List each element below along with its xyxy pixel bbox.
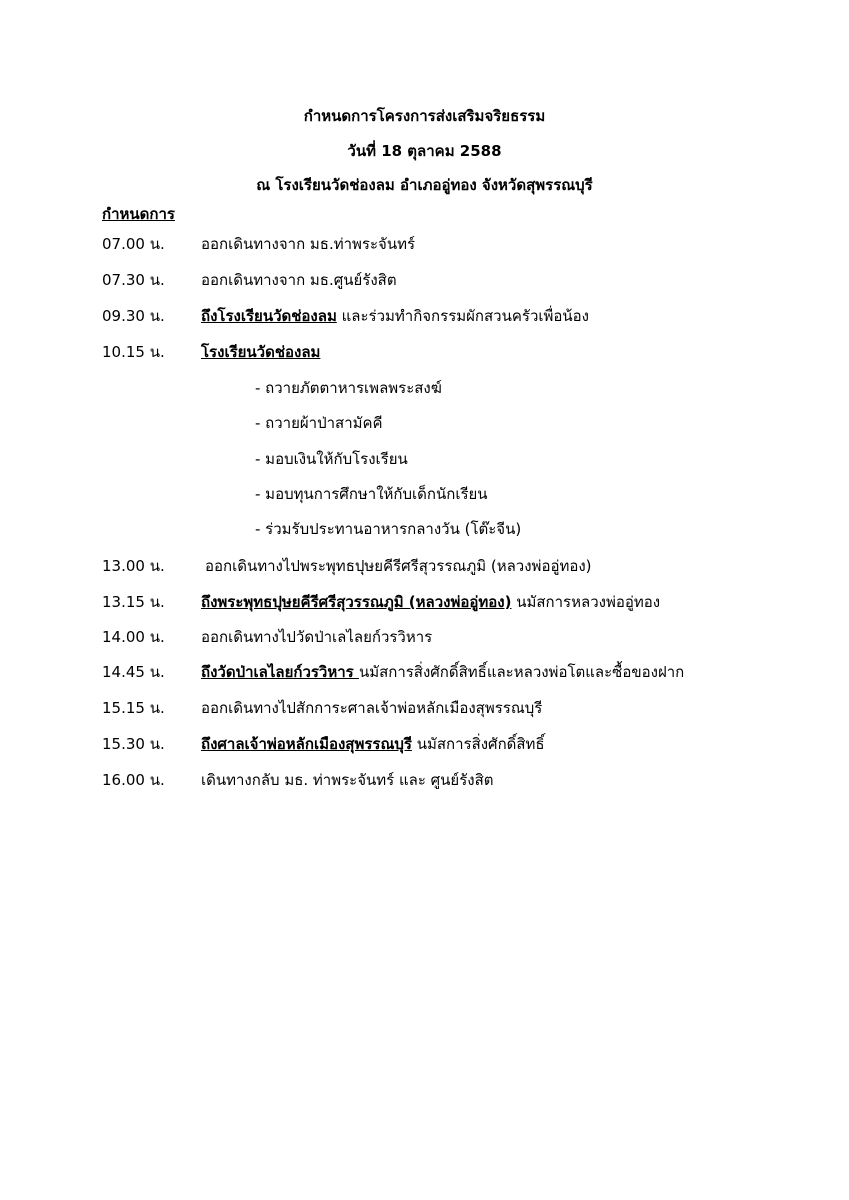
activity-item: - ร่วมรับประทานอาหารกลางวัน (โต๊ะจีน) bbox=[255, 520, 522, 538]
schedule-time: 14.45 น. bbox=[102, 663, 165, 681]
schedule-description bbox=[205, 555, 592, 577]
schedule-text: ออกเดินทางไปวัดป่าเลไลยก์วรวิหาร bbox=[201, 628, 433, 646]
schedule-description bbox=[201, 697, 542, 719]
schedule-text: นมัสการหลวงพ่ออู่ทอง bbox=[511, 593, 661, 611]
schedule-description bbox=[201, 769, 494, 791]
schedule-text: นมัสการสิ่งศักดิ์สิทธิ์ bbox=[411, 735, 545, 753]
activity-item: - ถวายผ้าป่าสามัคคี bbox=[255, 414, 383, 432]
schedule-text: ออกเดินทางจาก มธ.ศูนย์รังสิต bbox=[201, 271, 397, 289]
schedule-time: 10.15 น. bbox=[102, 343, 165, 361]
schedule-time: 09.30 น. bbox=[102, 307, 165, 325]
schedule-row bbox=[0, 769, 849, 791]
schedule-description bbox=[201, 233, 415, 255]
schedule-row bbox=[0, 697, 849, 719]
schedule-row bbox=[0, 341, 849, 363]
schedule-time: 14.00 น. bbox=[102, 628, 165, 646]
schedule-text: เดินทางกลับ มธ. ท่าพระจันทร์ และ ศูนย์รังสิต bbox=[201, 771, 494, 789]
schedule-text: ออกเดินทางไปสักการะศาลเจ้าพ่อหลักเมืองสุพรรณบุรี bbox=[201, 699, 543, 717]
schedule-time: 15.15 น. bbox=[102, 699, 165, 717]
schedule-description bbox=[201, 733, 545, 755]
schedule-description bbox=[201, 591, 660, 613]
schedule-time: 13.15 น. bbox=[102, 593, 165, 611]
schedule-time: 15.30 น. bbox=[102, 735, 165, 753]
schedule-row bbox=[0, 305, 849, 327]
activity-item: - มอบทุนการศึกษาให้กับเด็กนักเรียน bbox=[255, 485, 488, 503]
schedule-time: 16.00 น. bbox=[102, 771, 165, 789]
schedule-place: ถึงศาลเจ้าพ่อหลักเมืองสุพรรณบุรี bbox=[201, 735, 412, 753]
schedule-description bbox=[201, 661, 684, 683]
activity-item: - ถวายภัตตาหารเพลพระสงฆ์ bbox=[255, 379, 442, 397]
event-date: วันที่ 18 ตุลาคม 2588 bbox=[347, 142, 502, 160]
schedule-time: 07.00 น. bbox=[102, 235, 165, 253]
schedule-time: 07.30 น. bbox=[102, 271, 165, 289]
document-title: กำหนดการโครงการส่งเสริมจริยธรรม bbox=[303, 107, 546, 125]
schedule-place: ถึงพระพุทธปุษยคีรีศรีสุวรรณภูมิ (หลวงพ่ออู่ทอง) bbox=[201, 593, 512, 611]
schedule-description bbox=[201, 341, 320, 363]
schedule-row bbox=[0, 555, 849, 577]
schedule-text: ออกเดินทางไปพระพุทธปุษยคีรีศรีสุวรรณภูมิ (หลวงพ่ออู่ทอง) bbox=[205, 557, 592, 575]
schedule-row bbox=[0, 626, 849, 648]
schedule-place: โรงเรียนวัดช่องลม bbox=[201, 343, 321, 361]
schedule-row bbox=[0, 733, 849, 755]
schedule-row bbox=[0, 269, 849, 291]
schedule-heading: กำหนดการ bbox=[102, 205, 175, 223]
schedule-description bbox=[201, 269, 397, 291]
schedule-text: และร่วมทำกิจกรรมผักสวนครัวเพื่อน้อง bbox=[336, 307, 589, 325]
schedule-row bbox=[0, 233, 849, 255]
schedule-text: นมัสการสิ่งศักดิ์สิทธิ์และหลวงพ่อโตและซื้อของฝาก bbox=[358, 663, 685, 681]
schedule-row bbox=[0, 661, 849, 683]
activity-item: - มอบเงินให้กับโรงเรียน bbox=[255, 450, 408, 468]
schedule-place: ถึงวัดป่าเลไลยก์วรวิหาร bbox=[201, 663, 359, 681]
schedule-place: ถึงโรงเรียนวัดช่องลม bbox=[201, 307, 337, 325]
schedule-text: ออกเดินทางจาก มธ.ท่าพระจันทร์ bbox=[201, 235, 416, 253]
event-location: ณ โรงเรียนวัดช่องลม อำเภออู่ทอง จังหวัดสุพรรณบุรี bbox=[256, 176, 593, 194]
schedule-time: 13.00 น. bbox=[102, 557, 165, 575]
schedule-row bbox=[0, 591, 849, 613]
schedule-description bbox=[201, 626, 432, 648]
schedule-description bbox=[201, 305, 589, 327]
